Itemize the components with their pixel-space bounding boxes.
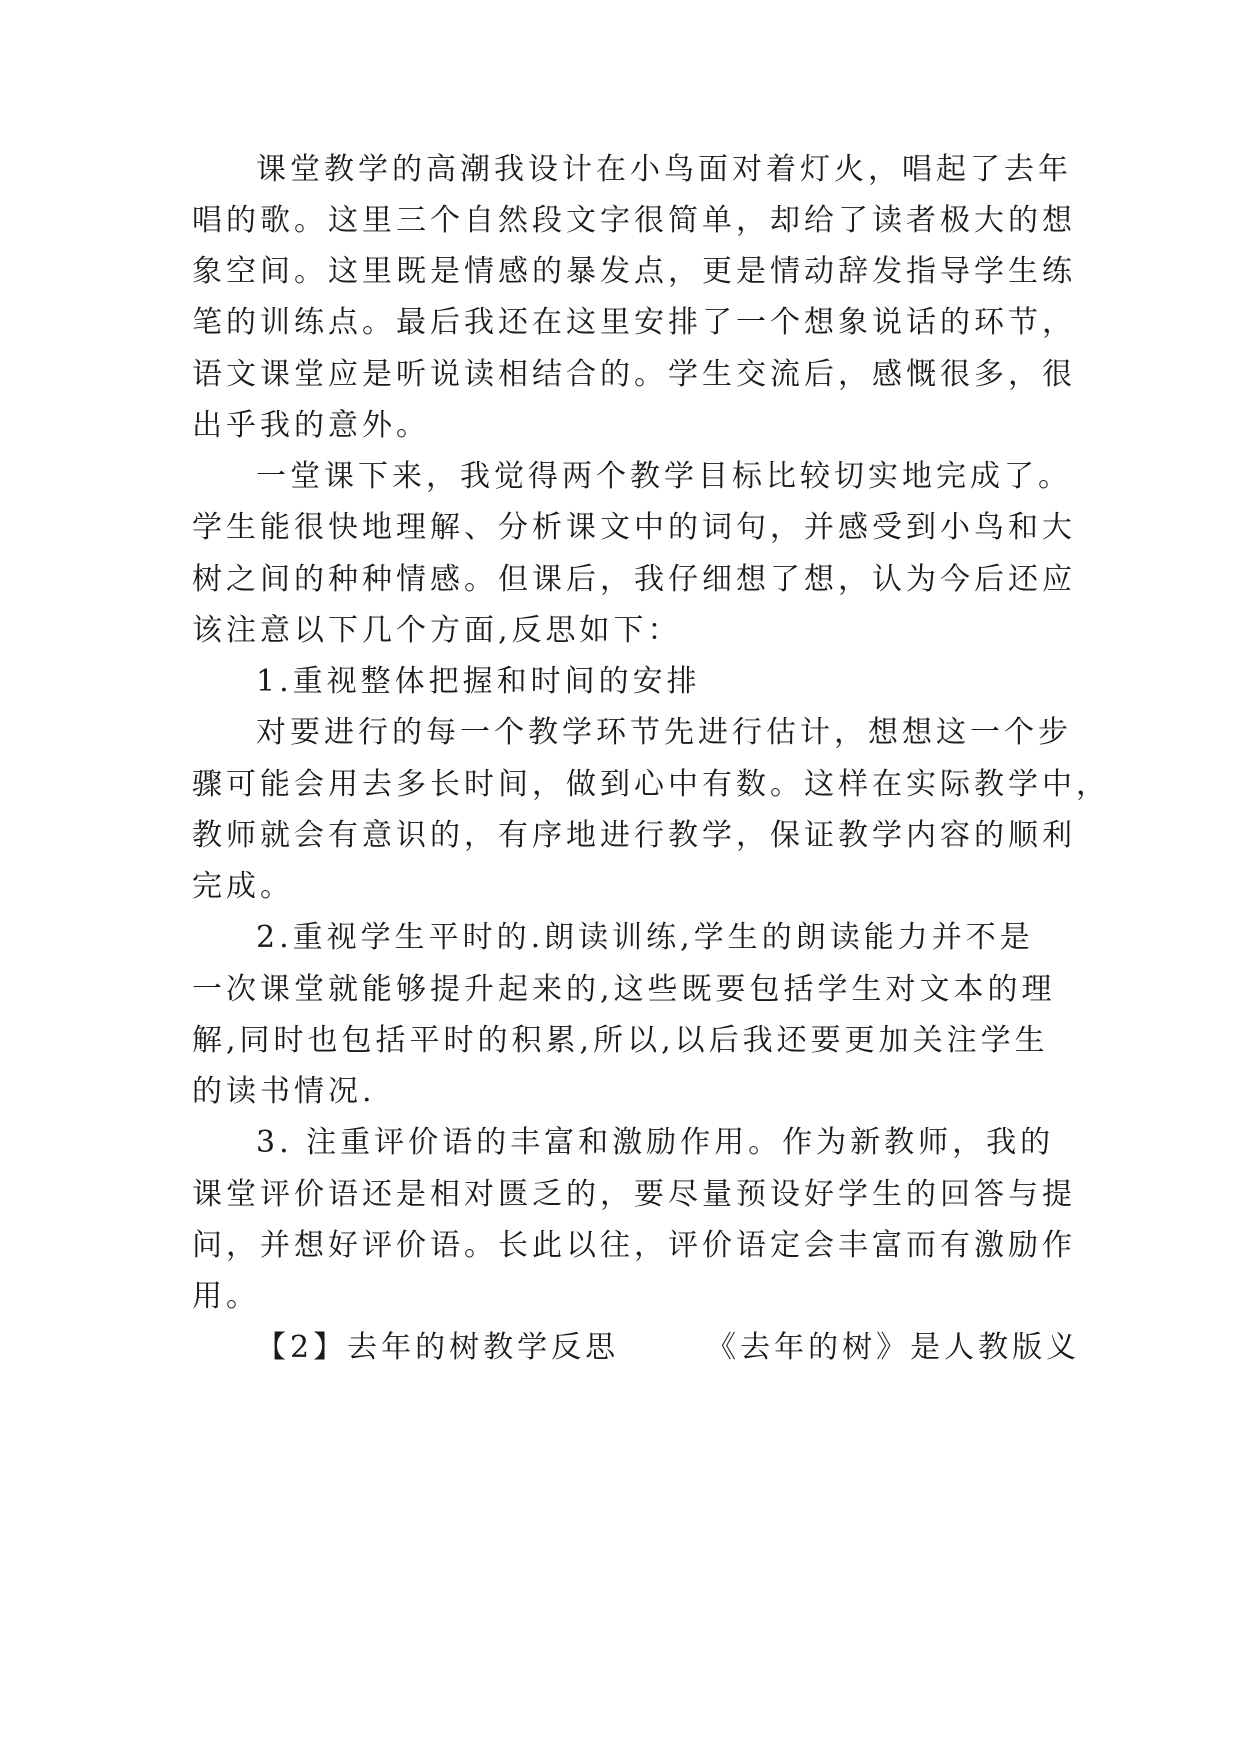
section-heading: 1.重视整体把握和时间的安排 — [256, 664, 701, 699]
paragraph-line: 教师就会有意识的，有序地进行教学，保证教学内容的顺利 — [192, 818, 1076, 853]
paragraph-line: 课堂教学的高潮我设计在小鸟面对着灯火，唱起了去年 — [256, 152, 1072, 187]
paragraph-line: 象空间。这里既是情感的暴发点，更是情动辞发指导学生练 — [192, 254, 1076, 289]
paragraph-line: 3. 注重评价语的丰富和激励作用。作为新教师，我的 — [256, 1125, 1055, 1160]
paragraph-line: 出乎我的意外。 — [192, 408, 430, 443]
paragraph-line: 骤可能会用去多长时间，做到心中有数。这样在实际教学中， — [192, 767, 1110, 802]
section-title-line: 【2】去年的树教学反思 《去年的树》是人教版义 — [256, 1330, 1081, 1365]
paragraph-line: 树之间的种种情感。但课后，我仔细想了想，认为今后还应 — [192, 562, 1076, 597]
paragraph-line: 用。 — [192, 1279, 260, 1314]
paragraph-line: 2.重视学生平时的.朗读训练,学生的朗读能力并不是 — [256, 920, 1034, 955]
paragraph-line: 的读书情况. — [192, 1074, 376, 1109]
paragraph-line: 解,同时也包括平时的积累,所以,以后我还要更加关注学生 — [192, 1023, 1049, 1058]
paragraph-line: 一次课堂就能够提升起来的,这些既要包括学生对文本的理 — [192, 972, 1056, 1007]
paragraph-line: 完成。 — [192, 869, 294, 904]
paragraph-line: 对要进行的每一个教学环节先进行估计，想想这一个步 — [256, 715, 1072, 750]
paragraph-line: 唱的歌。这里三个自然段文字很简单，却给了读者极大的想 — [192, 203, 1076, 238]
paragraph-line: 学生能很快地理解、分析课文中的词句，并感受到小鸟和大 — [192, 510, 1076, 545]
paragraph-line: 问，并想好评价语。长此以往，评价语定会丰富而有激励作 — [192, 1228, 1076, 1263]
paragraph-line: 一堂课下来，我觉得两个教学目标比较切实地完成了。 — [256, 459, 1072, 494]
paragraph-line: 语文课堂应是听说读相结合的。学生交流后，感慨很多，很 — [192, 357, 1076, 392]
paragraph-line: 课堂评价语还是相对匮乏的，要尽量预设好学生的回答与提 — [192, 1177, 1076, 1212]
paragraph-line: 笔的训练点。最后我还在这里安排了一个想象说话的环节， — [192, 305, 1076, 340]
paragraph-line: 该注意以下几个方面,反思如下： — [192, 613, 682, 648]
